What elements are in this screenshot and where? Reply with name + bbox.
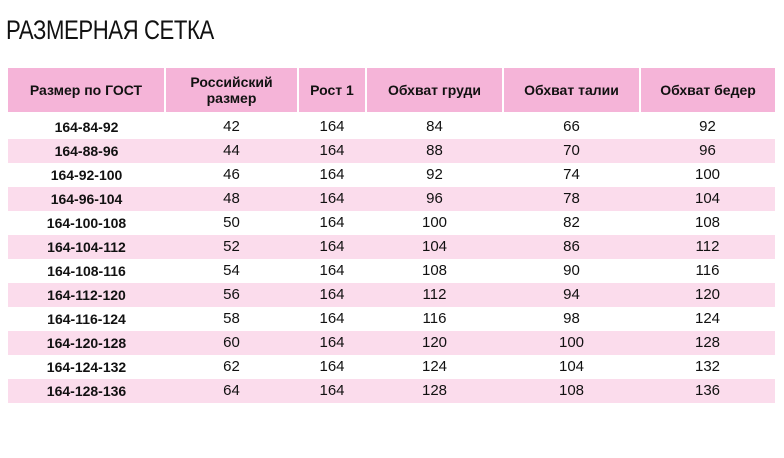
- table-row: [8, 114, 775, 140]
- cell-hips: 120: [640, 283, 775, 307]
- cell-gost-size: 164-84-92: [8, 114, 165, 140]
- cell-waist: 74: [503, 163, 640, 187]
- table-row: [8, 355, 775, 379]
- cell-waist: 78: [503, 187, 640, 211]
- cell-height: 164: [298, 307, 366, 331]
- cell-gost-size: 164-100-108: [8, 211, 165, 235]
- cell-bust: 112: [366, 283, 503, 307]
- cell-bust: 96: [366, 187, 503, 211]
- table-row: [8, 331, 775, 355]
- cell-waist: 94: [503, 283, 640, 307]
- cell-russian-size: 44: [165, 139, 298, 163]
- cell-hips: 104: [640, 187, 775, 211]
- cell-hips: 132: [640, 355, 775, 379]
- cell-height: 164: [298, 211, 366, 235]
- cell-russian-size: 60: [165, 331, 298, 355]
- cell-bust: 116: [366, 307, 503, 331]
- cell-russian-size: 64: [165, 379, 298, 403]
- header-bust: Обхват груди: [366, 68, 503, 114]
- header-waist: Обхват талии: [503, 68, 640, 114]
- header-gost-size: Размер по ГОСТ: [8, 68, 165, 114]
- cell-gost-size: 164-120-128: [8, 331, 165, 355]
- cell-hips: 128: [640, 331, 775, 355]
- cell-gost-size: 164-112-120: [8, 283, 165, 307]
- cell-waist: 108: [503, 379, 640, 403]
- cell-bust: 104: [366, 235, 503, 259]
- page-title: РАЗМЕРНАЯ СЕТКА: [6, 15, 214, 45]
- cell-bust: 88: [366, 139, 503, 163]
- cell-height: 164: [298, 139, 366, 163]
- table-row: [8, 283, 775, 307]
- cell-gost-size: 164-88-96: [8, 139, 165, 163]
- cell-russian-size: 58: [165, 307, 298, 331]
- cell-hips: 96: [640, 139, 775, 163]
- cell-bust: 100: [366, 211, 503, 235]
- cell-waist: 100: [503, 331, 640, 355]
- cell-height: 164: [298, 331, 366, 355]
- cell-bust: 124: [366, 355, 503, 379]
- cell-gost-size: 164-128-136: [8, 379, 165, 403]
- cell-bust: 128: [366, 379, 503, 403]
- cell-gost-size: 164-124-132: [8, 355, 165, 379]
- table-row: [8, 235, 775, 259]
- cell-russian-size: 48: [165, 187, 298, 211]
- table-body: [8, 114, 775, 404]
- table-row: [8, 139, 775, 163]
- cell-bust: 92: [366, 163, 503, 187]
- cell-waist: 104: [503, 355, 640, 379]
- cell-waist: 98: [503, 307, 640, 331]
- cell-height: 164: [298, 187, 366, 211]
- cell-russian-size: 56: [165, 283, 298, 307]
- cell-russian-size: 50: [165, 211, 298, 235]
- cell-height: 164: [298, 235, 366, 259]
- cell-hips: 116: [640, 259, 775, 283]
- cell-height: 164: [298, 259, 366, 283]
- table-row: [8, 163, 775, 187]
- cell-waist: 82: [503, 211, 640, 235]
- cell-height: 164: [298, 114, 366, 140]
- cell-hips: 100: [640, 163, 775, 187]
- cell-waist: 66: [503, 114, 640, 140]
- cell-hips: 108: [640, 211, 775, 235]
- cell-gost-size: 164-96-104: [8, 187, 165, 211]
- cell-bust: 84: [366, 114, 503, 140]
- cell-gost-size: 164-116-124: [8, 307, 165, 331]
- table-row: [8, 379, 775, 403]
- cell-russian-size: 52: [165, 235, 298, 259]
- cell-bust: 108: [366, 259, 503, 283]
- header-height: Рост 1: [298, 68, 366, 114]
- cell-height: 164: [298, 283, 366, 307]
- cell-height: 164: [298, 379, 366, 403]
- cell-hips: 136: [640, 379, 775, 403]
- table-row: [8, 211, 775, 235]
- cell-gost-size: 164-104-112: [8, 235, 165, 259]
- cell-russian-size: 62: [165, 355, 298, 379]
- cell-hips: 112: [640, 235, 775, 259]
- size-chart-table: [8, 68, 775, 403]
- header-hips: Обхват бедер: [640, 68, 775, 114]
- table-header-row: [8, 68, 775, 114]
- cell-waist: 86: [503, 235, 640, 259]
- table-row: [8, 307, 775, 331]
- cell-russian-size: 46: [165, 163, 298, 187]
- table-row: [8, 187, 775, 211]
- cell-russian-size: 54: [165, 259, 298, 283]
- cell-russian-size: 42: [165, 114, 298, 140]
- cell-hips: 92: [640, 114, 775, 140]
- table-row: [8, 259, 775, 283]
- cell-waist: 70: [503, 139, 640, 163]
- cell-waist: 90: [503, 259, 640, 283]
- cell-gost-size: 164-108-116: [8, 259, 165, 283]
- cell-bust: 120: [366, 331, 503, 355]
- cell-height: 164: [298, 355, 366, 379]
- cell-hips: 124: [640, 307, 775, 331]
- cell-height: 164: [298, 163, 366, 187]
- cell-gost-size: 164-92-100: [8, 163, 165, 187]
- header-russian-size: Российский размер: [165, 68, 298, 114]
